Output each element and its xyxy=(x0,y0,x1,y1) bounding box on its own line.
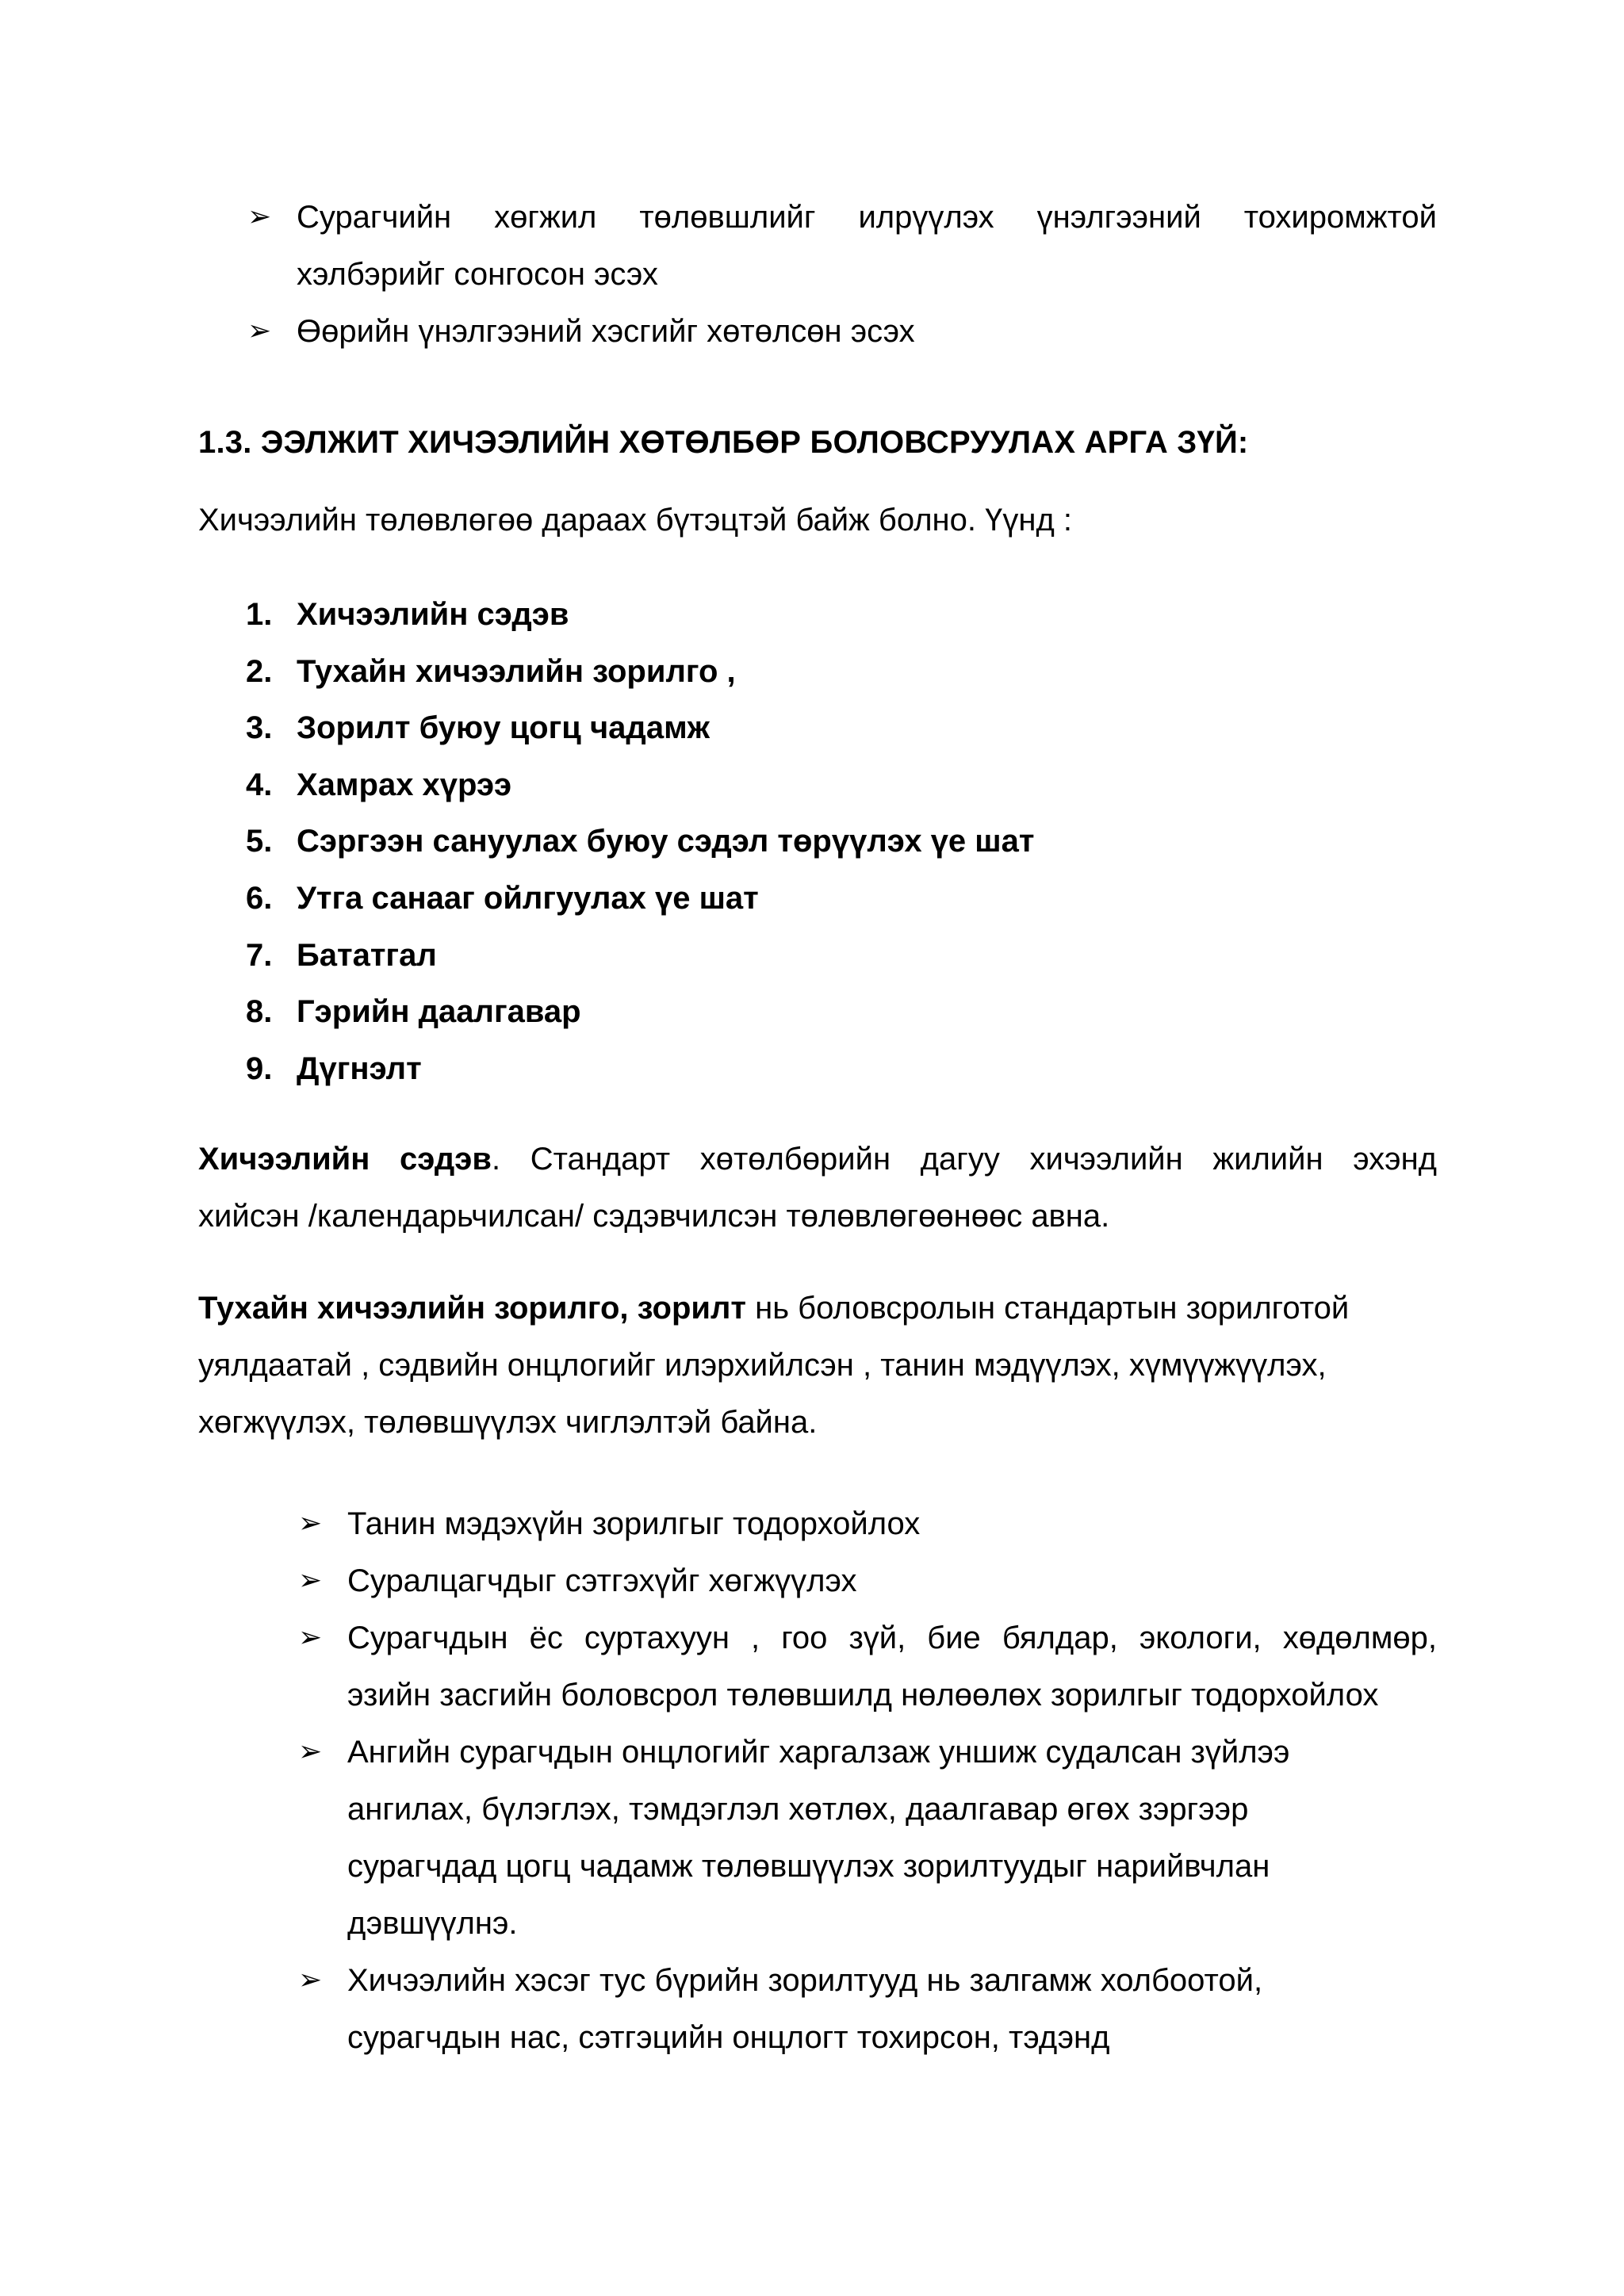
paragraph-goal xyxy=(198,1280,1437,1451)
list-number: 1. xyxy=(246,597,273,632)
list-item xyxy=(246,928,1034,985)
list-item-text: Бататгал xyxy=(297,937,437,973)
arrow-list-top xyxy=(247,189,1437,360)
bold-term: Хичээлийн сэдэв xyxy=(198,1142,492,1177)
arrow-bullet-icon: ➢ xyxy=(298,1735,323,1768)
list-item-text: Тухайн хичээлийн зорилго , xyxy=(297,653,736,689)
list-item xyxy=(298,1952,1437,2066)
list-item-text: Сэргээн сануулах буюу сэдэл төрүүлэх үе шат xyxy=(297,824,1035,859)
list-item-line: эзийн засгийн боловсрол төлөвшилд нөлөөлөх зорилгыг тодорхойлох xyxy=(347,1678,1379,1712)
list-item-line: сурагчдын нас, сэтгэцийн онцлогт тохирсон, тэдэнд xyxy=(347,2020,1110,2055)
paragraph-text: нь боловсролын стандартын зорилготой xyxy=(746,1291,1350,1326)
list-item xyxy=(246,587,1034,644)
list-item xyxy=(247,303,1437,360)
list-item xyxy=(298,1495,1437,1552)
list-item xyxy=(246,1041,1034,1098)
list-item xyxy=(246,757,1034,814)
paragraph-line xyxy=(198,1280,1437,1337)
arrow-bullet-icon: ➢ xyxy=(298,1964,323,1996)
paragraph-topic xyxy=(198,1131,1437,1245)
list-item xyxy=(246,644,1034,701)
list-item xyxy=(298,1552,1437,1609)
list-item-line: Өөрийн үнэлгээний хэсгийг хөтөлсөн эсэх xyxy=(297,314,915,349)
arrow-list-goals xyxy=(298,1495,1437,2066)
list-item xyxy=(246,984,1034,1041)
list-number: 8. xyxy=(246,994,273,1030)
paragraph-line: хийсэн /календарьчилсан/ сэдэвчилсэн төлөвлөгөөнөөс авна. xyxy=(198,1199,1110,1234)
paragraph-line: уялдаатай , сэдвийн онцлогийг илэрхийлсэн , танин мэдүүлэх, хүмүүжүүлэх, xyxy=(198,1348,1327,1383)
list-item-line: Танин мэдэхүйн зорилгыг тодорхойлох xyxy=(347,1506,921,1541)
list-item-text: Утга санааг ойлгуулах үе шат xyxy=(297,880,759,916)
list-item xyxy=(247,189,1437,303)
list-item xyxy=(246,700,1034,757)
lesson-structure-list xyxy=(246,587,1034,1097)
list-number: 2. xyxy=(246,653,273,689)
list-item-line: Сурагчийн хөгжил төлөвшлийг илрүүлэх үнэлгээний тохиромжтой xyxy=(297,200,1437,235)
list-number: 7. xyxy=(246,937,273,973)
list-item-text: Хичээлийн сэдэв xyxy=(297,597,569,632)
list-number: 9. xyxy=(246,1050,273,1086)
arrow-bullet-icon: ➢ xyxy=(298,1621,323,1654)
list-item-line: дэвшүүлнэ. xyxy=(347,1906,518,1941)
arrow-bullet-icon: ➢ xyxy=(298,1564,323,1597)
list-item-line: хэлбэрийг сонгосон эсэх xyxy=(297,257,658,292)
list-number: 3. xyxy=(246,710,273,746)
list-number: 6. xyxy=(246,880,273,916)
bold-term: Тухайн хичээлийн зорилго, зорилт xyxy=(198,1291,746,1326)
list-item-text: Хамрах хүрээ xyxy=(297,767,512,802)
intro-text: Хичээлийн төлөвлөгөө дараах бүтэцтэй байж болно. Үүнд : xyxy=(198,503,1073,538)
list-item-line: Сурагчдын ёс суртахуун , гоо зүй, бие бялдар, экологи, хөдөлмөр, xyxy=(347,1621,1437,1655)
list-item-line: Суралцагчдыг сэтгэхүйг хөгжүүлэх xyxy=(347,1563,857,1598)
list-item-line: сурагчдад цогц чадамж төлөвшүүлэх зорилтуудыг нарийвчлан xyxy=(347,1849,1270,1884)
arrow-bullet-icon: ➢ xyxy=(247,315,272,347)
paragraph-line xyxy=(198,1131,1437,1188)
list-item xyxy=(246,813,1034,871)
list-number: 4. xyxy=(246,767,273,802)
list-item-text: Зорилт буюу цогц чадамж xyxy=(297,710,710,746)
list-item xyxy=(298,1724,1437,1952)
list-item-line: Хичээлийн хэсэг тус бүрийн зорилтууд нь залгамж холбоотой, xyxy=(347,1963,1263,1998)
arrow-bullet-icon: ➢ xyxy=(247,201,272,233)
paragraph-text: . Стандарт хөтөлбөрийн дагуу хичээлийн жилийн эхэнд xyxy=(491,1142,1438,1177)
section-heading: 1.3. ЭЭЛЖИТ ХИЧЭЭЛИЙН ХӨТӨЛБӨР БОЛОВСРУУЛАХ АРГА ЗҮЙ: xyxy=(198,425,1249,460)
list-item xyxy=(298,1609,1437,1724)
paragraph-line: хөгжүүлэх, төлөвшүүлэх чиглэлтэй байна. xyxy=(198,1405,818,1440)
list-item-text: Гэрийн даалгавар xyxy=(297,994,581,1030)
list-item-line: ангилах, бүлэглэх, тэмдэглэл хөтлөх, даалгавар өгөх зэргээр xyxy=(347,1792,1249,1827)
list-item xyxy=(246,871,1034,928)
list-item-text: Дүгнэлт xyxy=(297,1050,422,1086)
arrow-bullet-icon: ➢ xyxy=(298,1507,323,1540)
list-item-line: Ангийн сурагчдын онцлогийг харгалзаж уншиж судалсан зүйлээ xyxy=(347,1735,1290,1770)
list-number: 5. xyxy=(246,824,273,859)
